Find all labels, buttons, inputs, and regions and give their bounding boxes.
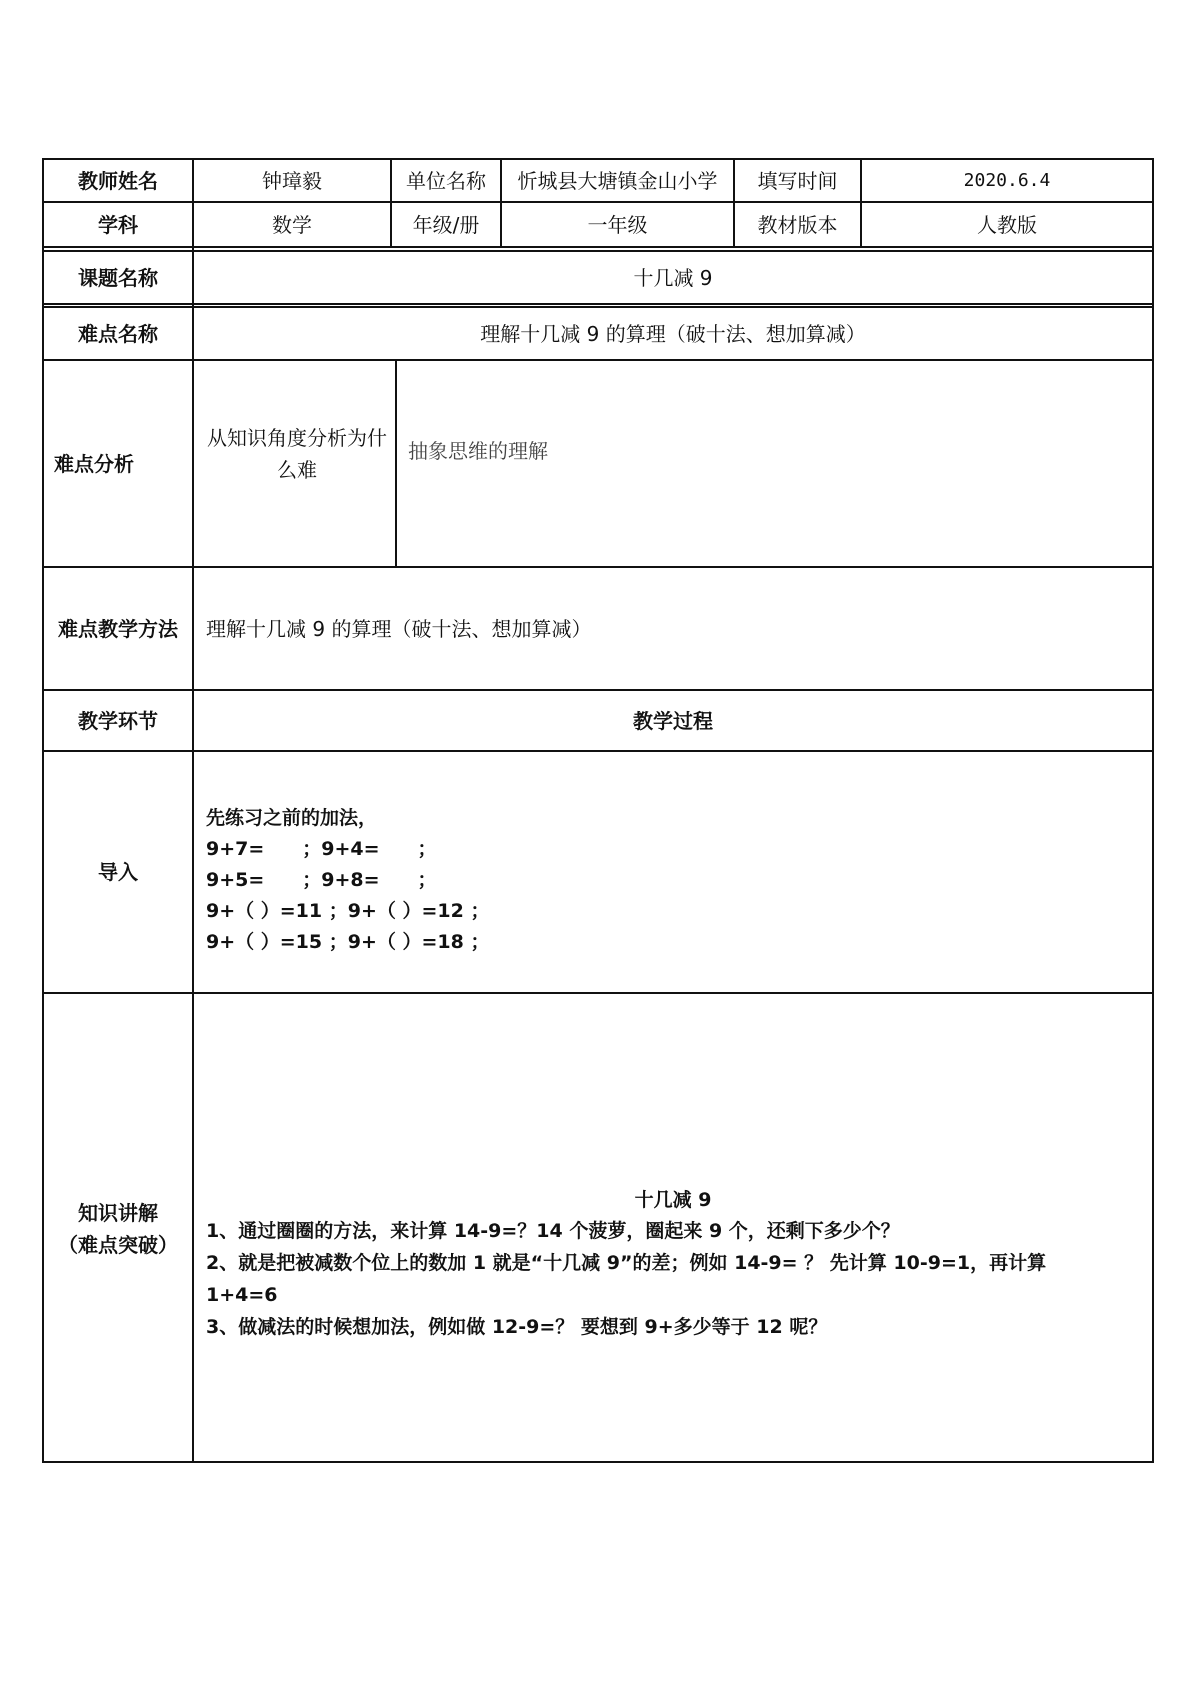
unit-name-value: 忻城县大塘镇金山小学 [517,168,718,193]
explain-line: 3、做减法的时候想加法，例如做 12-9=？ 要想到 9+多少等于 12 呢？ [206,1316,828,1338]
edition-value: 人教版 [977,212,1037,237]
grid-line [42,303,1154,305]
topic-label: 课题名称 [78,265,158,290]
process-header: 教学过程 [633,708,713,733]
date-value: 2020.6.4 [963,169,1051,191]
grid-line [42,246,1154,248]
explain-line: 2、就是把被减数个位上的数加 1 就是“十几减 9”的差；例如 14-9= ？ 先计算 10-9=1，再计算 [206,1252,1047,1274]
difficulty-label: 难点名称 [78,321,158,346]
method-value: 理解十几减 9 的算理（破十法、想加算减） [206,616,592,641]
grade-value: 一年级 [587,212,648,237]
analysis-label: 难点分析 [54,451,134,476]
teacher-name-label: 教师姓名 [78,168,158,193]
difficulty-value: 理解十几减 9 的算理（破十法、想加算减） [480,321,866,346]
topic-value: 十几减 9 [633,265,713,290]
subject-label: 学科 [98,212,138,237]
grid-line [395,359,397,568]
grid-line [1152,158,1154,1463]
intro-label: 导入 [98,860,138,884]
intro-line: 9+（ ）=15 ；9+（ ）=18 ； [206,931,490,953]
stage-header: 教学环节 [78,708,158,733]
edition-label: 教材版本 [757,212,838,237]
analysis-value: 抽象思维的理解 [408,439,548,463]
grid-line [42,992,1154,994]
intro-line: 先练习之前的加法， [206,807,378,829]
explain-label-line2: （难点突破） [58,1233,178,1257]
explain-title: 十几减 9 [634,1189,712,1211]
intro-line: 9+7= ；9+4= ； [206,838,437,860]
grid-line [42,1461,1154,1463]
unit-label: 单位名称 [406,168,486,193]
intro-line: 9+5= ；9+8= ； [206,869,437,891]
intro-line: 9+（ ）=11 ；9+（ ）=12 ； [206,900,490,922]
explain-label [44,1197,192,1261]
grid-line [42,750,1154,752]
grade-label: 年级/册 [412,212,480,237]
explain-line: 1、通过圈圈的方法，来计算 14-9=？14 个菠萝，圈起来 9 个，还剩下多少个？ [206,1220,900,1242]
date-label: 填写时间 [757,168,838,193]
teacher-name-value: 钟璋毅 [262,168,322,193]
analysis-sub-label: 从知识角度分析为什么难 [207,425,387,482]
method-label: 难点教学方法 [58,616,178,641]
explain-line: 1+4=6 [206,1284,278,1306]
subject-value: 数学 [272,212,312,237]
explain-label-line1: 知识讲解 [78,1201,158,1225]
